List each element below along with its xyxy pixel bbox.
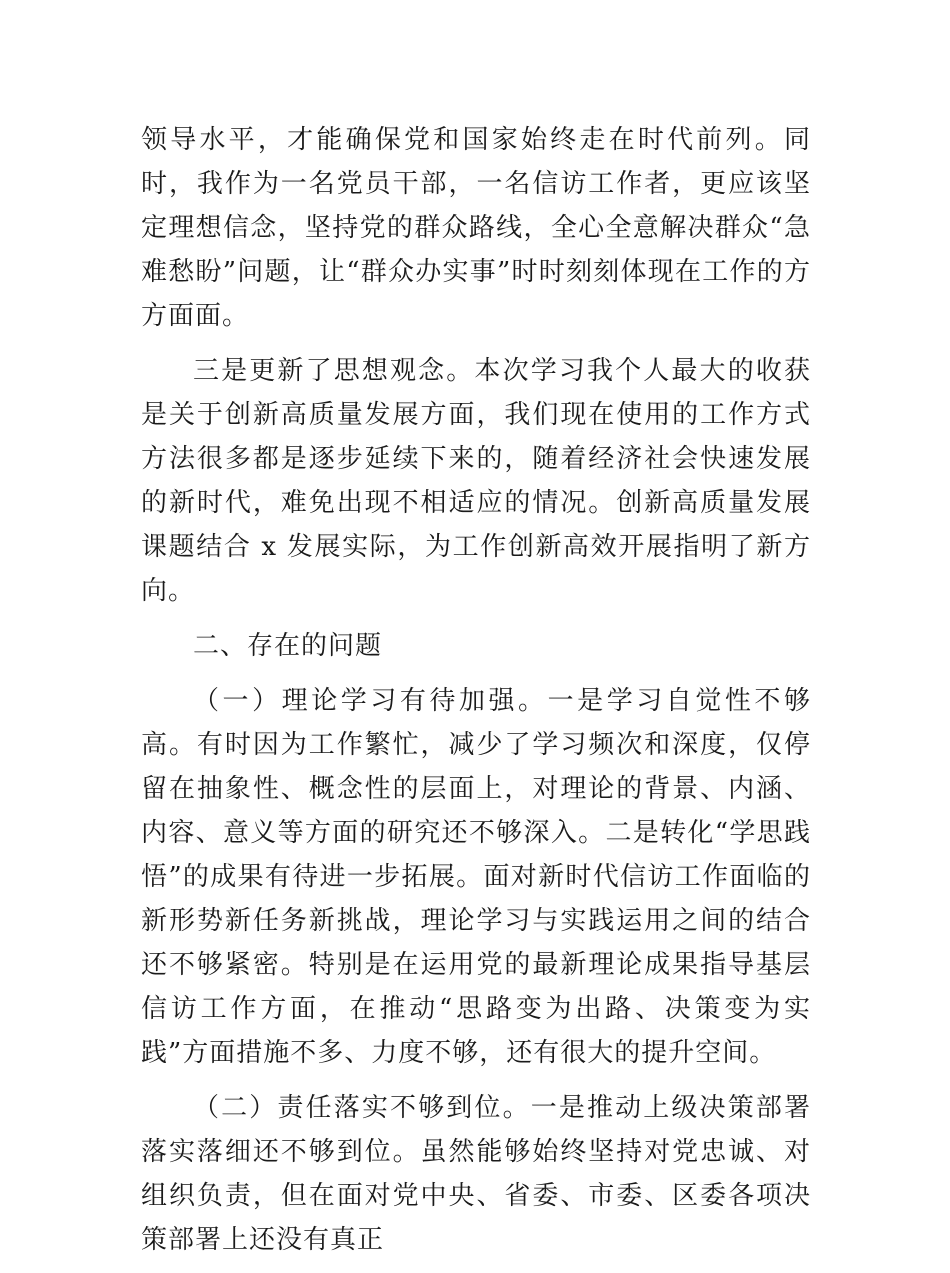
- document-body: [141, 118, 811, 1273]
- paragraph-continuation: 领导水平，才能确保党和国家始终走在时代前列。同时，我作为一名党员干部，一名信访工作者，更应该坚定理想信念，坚持党的群众路线，全心全意解决群众“急难愁盼”问题，让“群众办实事”时时刻刻体现在工作的方方面面。: [141, 125, 811, 331]
- paragraph-theory-study: （一）理论学习有待加强。一是学习自觉性不够高。有时因为工作繁忙，减少了学习频次和深度，仅停留在抽象性、概念性的层面上，对理论的背景、内涵、内容、意义等方面的研究还不够深入。二是转化“学思践悟”的成果有待进一步拓展。面对新时代信访工作面临的新形势新任务新挑战，理论学习与实践运用之间的结合还不够紧密。特别是在运用党的最新理论成果指导基层信访工作方面，在推动“思路变为出路、决策变为实践”方面措施不多、力度不够，还有很大的提升空间。: [141, 686, 811, 1068]
- paragraph-responsibility: （二）责任落实不够到位。一是推动上级决策部署落实落细还不够到位。虽然能够始终坚持对党忠诚、对组织负责，但在面对党中央、省委、市委、区委各项决策部署上还没有真正: [141, 1093, 811, 1255]
- paragraph-thought-update: 三是更新了思想观念。本次学习我个人最大的收获是关于创新高质量发展方面，我们现在使用的工作方式方法很多都是逐步延续下来的，随着经济社会快速发展的新时代，难免出现不相适应的情况。创新高质量发展课题结合 x 发展实际，为工作创新高效开展指明了新方向。: [141, 356, 811, 606]
- section-heading-problems: 二、存在的问题: [193, 631, 383, 661]
